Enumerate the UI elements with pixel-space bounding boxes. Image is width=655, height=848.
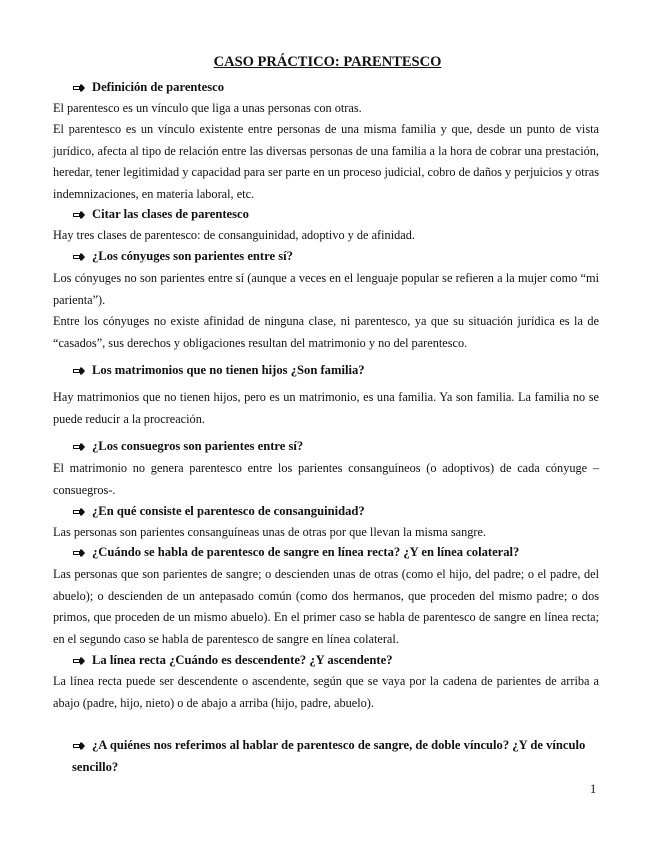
pointing-hand-icon bbox=[72, 741, 86, 751]
paragraph: La línea recta puede ser descendente o ascendente, según que se vaya por la cadena de parientes de arriba a abajo (padre, hijo, nieto) o de abajo a arriba (hijo, padre, abuelo). bbox=[53, 674, 599, 710]
section-heading-text: ¿Los consuegros son parientes entre sí? bbox=[92, 439, 304, 453]
paragraph: Las personas que son parientes de sangre; o descienden unas de otras (como el hijo, del padre; o el padre, del abuelo); o descienden de un antepasado común (como dos hermanos, que proceden del mismo padre; o dos primos, que proceden de un mismo abuelo). En el primer caso se habla de parentesco de sangre en línea recta; en el segundo caso se habla de parentesco de sangre en línea colateral. bbox=[53, 567, 599, 647]
section-heading-conyuges bbox=[72, 247, 293, 265]
section-heading-consuegros bbox=[72, 437, 303, 455]
pointing-hand-icon bbox=[72, 656, 86, 666]
section-heading-text: Definición de parentesco bbox=[92, 80, 224, 94]
section-heading-descendente-ascendente bbox=[72, 651, 393, 669]
section-heading-text: La línea recta ¿Cuándo es descendente? ¿Y ascendente? bbox=[92, 653, 393, 667]
pointing-hand-icon bbox=[72, 548, 86, 558]
paragraph: El parentesco es un vínculo que liga a unas personas con otras. bbox=[53, 101, 362, 115]
section-heading-text: ¿En qué consiste el parentesco de consanguinidad? bbox=[92, 504, 365, 518]
pointing-hand-icon bbox=[72, 83, 86, 93]
section-heading-definicion bbox=[72, 78, 224, 96]
pointing-hand-icon bbox=[72, 252, 86, 262]
section-heading-text: ¿Cuándo se habla de parentesco de sangre en línea recta? ¿Y en línea colateral? bbox=[92, 545, 520, 559]
section-heading-clases bbox=[72, 205, 249, 223]
paragraph: Las personas son parientes consanguíneas unas de otras por que llevan la misma sangre. bbox=[53, 525, 486, 539]
pointing-hand-icon bbox=[72, 442, 86, 452]
paragraph: El matrimonio no genera parentesco entre los parientes consanguíneos (o adoptivos) de cada cónyuge –consuegros-. bbox=[53, 461, 599, 497]
paragraph: El parentesco es un vínculo existente entre personas de una misma familia y que, desde un punto de vista jurídico, afecta al tipo de relación entre las diversas personas de una familia a la hora de cobrar una prestación, heredar, tener legitimidad y capacidad para ser parte en un proceso judicial, cobro de daños y perjuicios y otras indemnizaciones, en materia laboral, etc. bbox=[53, 122, 599, 202]
paragraph: Entre los cónyuges no existe afinidad de ninguna clase, ni parentesco, ya que su situación jurídica es la de “casados”, sus derechos y obligaciones resultan del matrimonio y no del parentesco. bbox=[53, 314, 599, 350]
document-title: CASO PRÁCTICO: PARENTESCO bbox=[213, 54, 442, 70]
section-heading-consanguinidad bbox=[72, 502, 365, 520]
pointing-hand-icon bbox=[72, 366, 86, 376]
section-heading-text: Citar las clases de parentesco bbox=[92, 207, 249, 221]
section-heading-text: ¿Los cónyuges son parientes entre sí? bbox=[92, 249, 293, 263]
paragraph: Los cónyuges no son parientes entre sí (aunque a veces en el lenguaje popular se refieren a la mujer como “mi parienta”). bbox=[53, 271, 599, 307]
paragraph: Hay matrimonios que no tienen hijos, pero es un matrimonio, es una familia. Ya son familia. La familia no se puede reducir a la procreación. bbox=[53, 390, 599, 426]
section-heading-doble-vinculo bbox=[72, 734, 592, 778]
section-heading-text: Los matrimonios que no tienen hijos ¿Son familia? bbox=[92, 363, 365, 377]
section-heading-linea-recta-colateral bbox=[72, 543, 519, 561]
pointing-hand-icon bbox=[72, 507, 86, 517]
paragraph: Hay tres clases de parentesco: de consanguinidad, adoptivo y de afinidad. bbox=[53, 228, 415, 242]
section-heading-matrimonios bbox=[72, 361, 365, 379]
page-number: 1 bbox=[590, 782, 597, 796]
section-heading-text: ¿A quiénes nos referimos al hablar de parentesco de sangre, de doble vínculo? ¿Y de vínculo sencillo? bbox=[72, 738, 586, 774]
pointing-hand-icon bbox=[72, 210, 86, 220]
